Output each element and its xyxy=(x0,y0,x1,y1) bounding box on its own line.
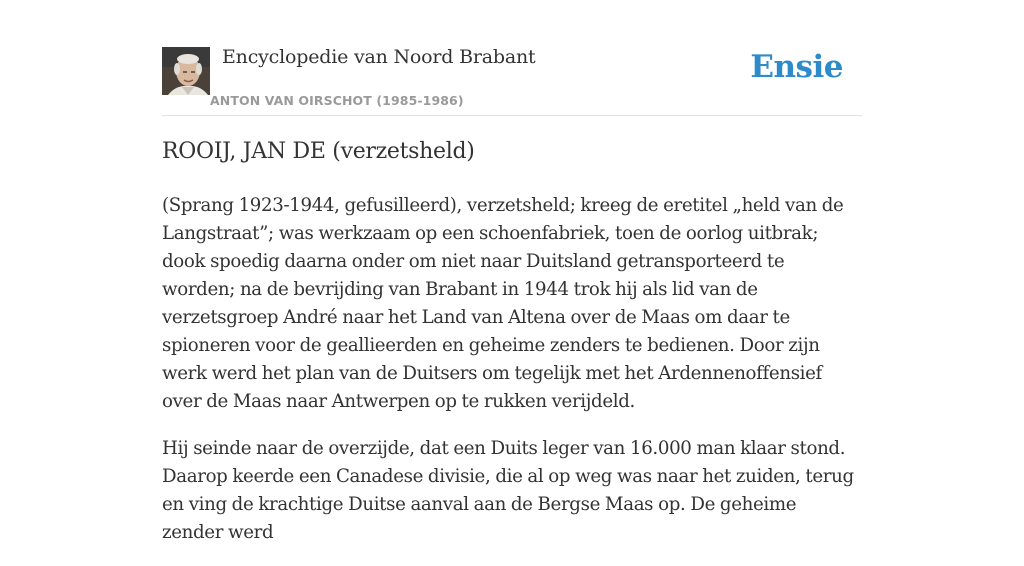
body-paragraph: Hij seinde naar de overzijde, dat een Duits leger van 16.000 man klaar stond. Daarop keerde een Canadese divisie, die al op weg was naar het zuiden, terug en ving de krachtige Duitse aanval aan de Bergse Maas op. De geheime zender werd xyxy=(162,438,854,543)
body-paragraph: (Sprang 1923-1944, gefusilleerd), verzetsheld; kreeg de eretitel „held van de Langstraat”; was werkzaam op een schoenfabriek, toen de oorlog uitbrak; dook spoedig daarna onder om niet naar Duitsland getransporteerd te worden; na de bevrijding van Brabant in 1944 trok hij als lid van de verzetsgroep André naar het Land van Altena over de Maas om daar te spioneren voor de geallieerden en geheime zenders te bedienen. Door zijn werk werd het plan van de Duitsers om tegelijk met het Ardennenoffensief over de Maas naar Antwerpen op te rukken verijdeld. xyxy=(162,195,844,412)
author-avatar[interactable] xyxy=(162,47,210,95)
author-name[interactable]: ANTON VAN OIRSCHOT (1985-1986) xyxy=(210,93,464,108)
site-title[interactable]: Encyclopedie van Noord Brabant xyxy=(222,46,536,68)
page xyxy=(162,0,862,543)
author-portrait-icon xyxy=(162,47,210,95)
header xyxy=(162,0,862,116)
entry-body xyxy=(162,192,862,566)
brand-logo[interactable]: Ensie xyxy=(750,49,843,85)
entry-title: ROOIJ, JAN DE (verzetsheld) xyxy=(162,139,475,164)
